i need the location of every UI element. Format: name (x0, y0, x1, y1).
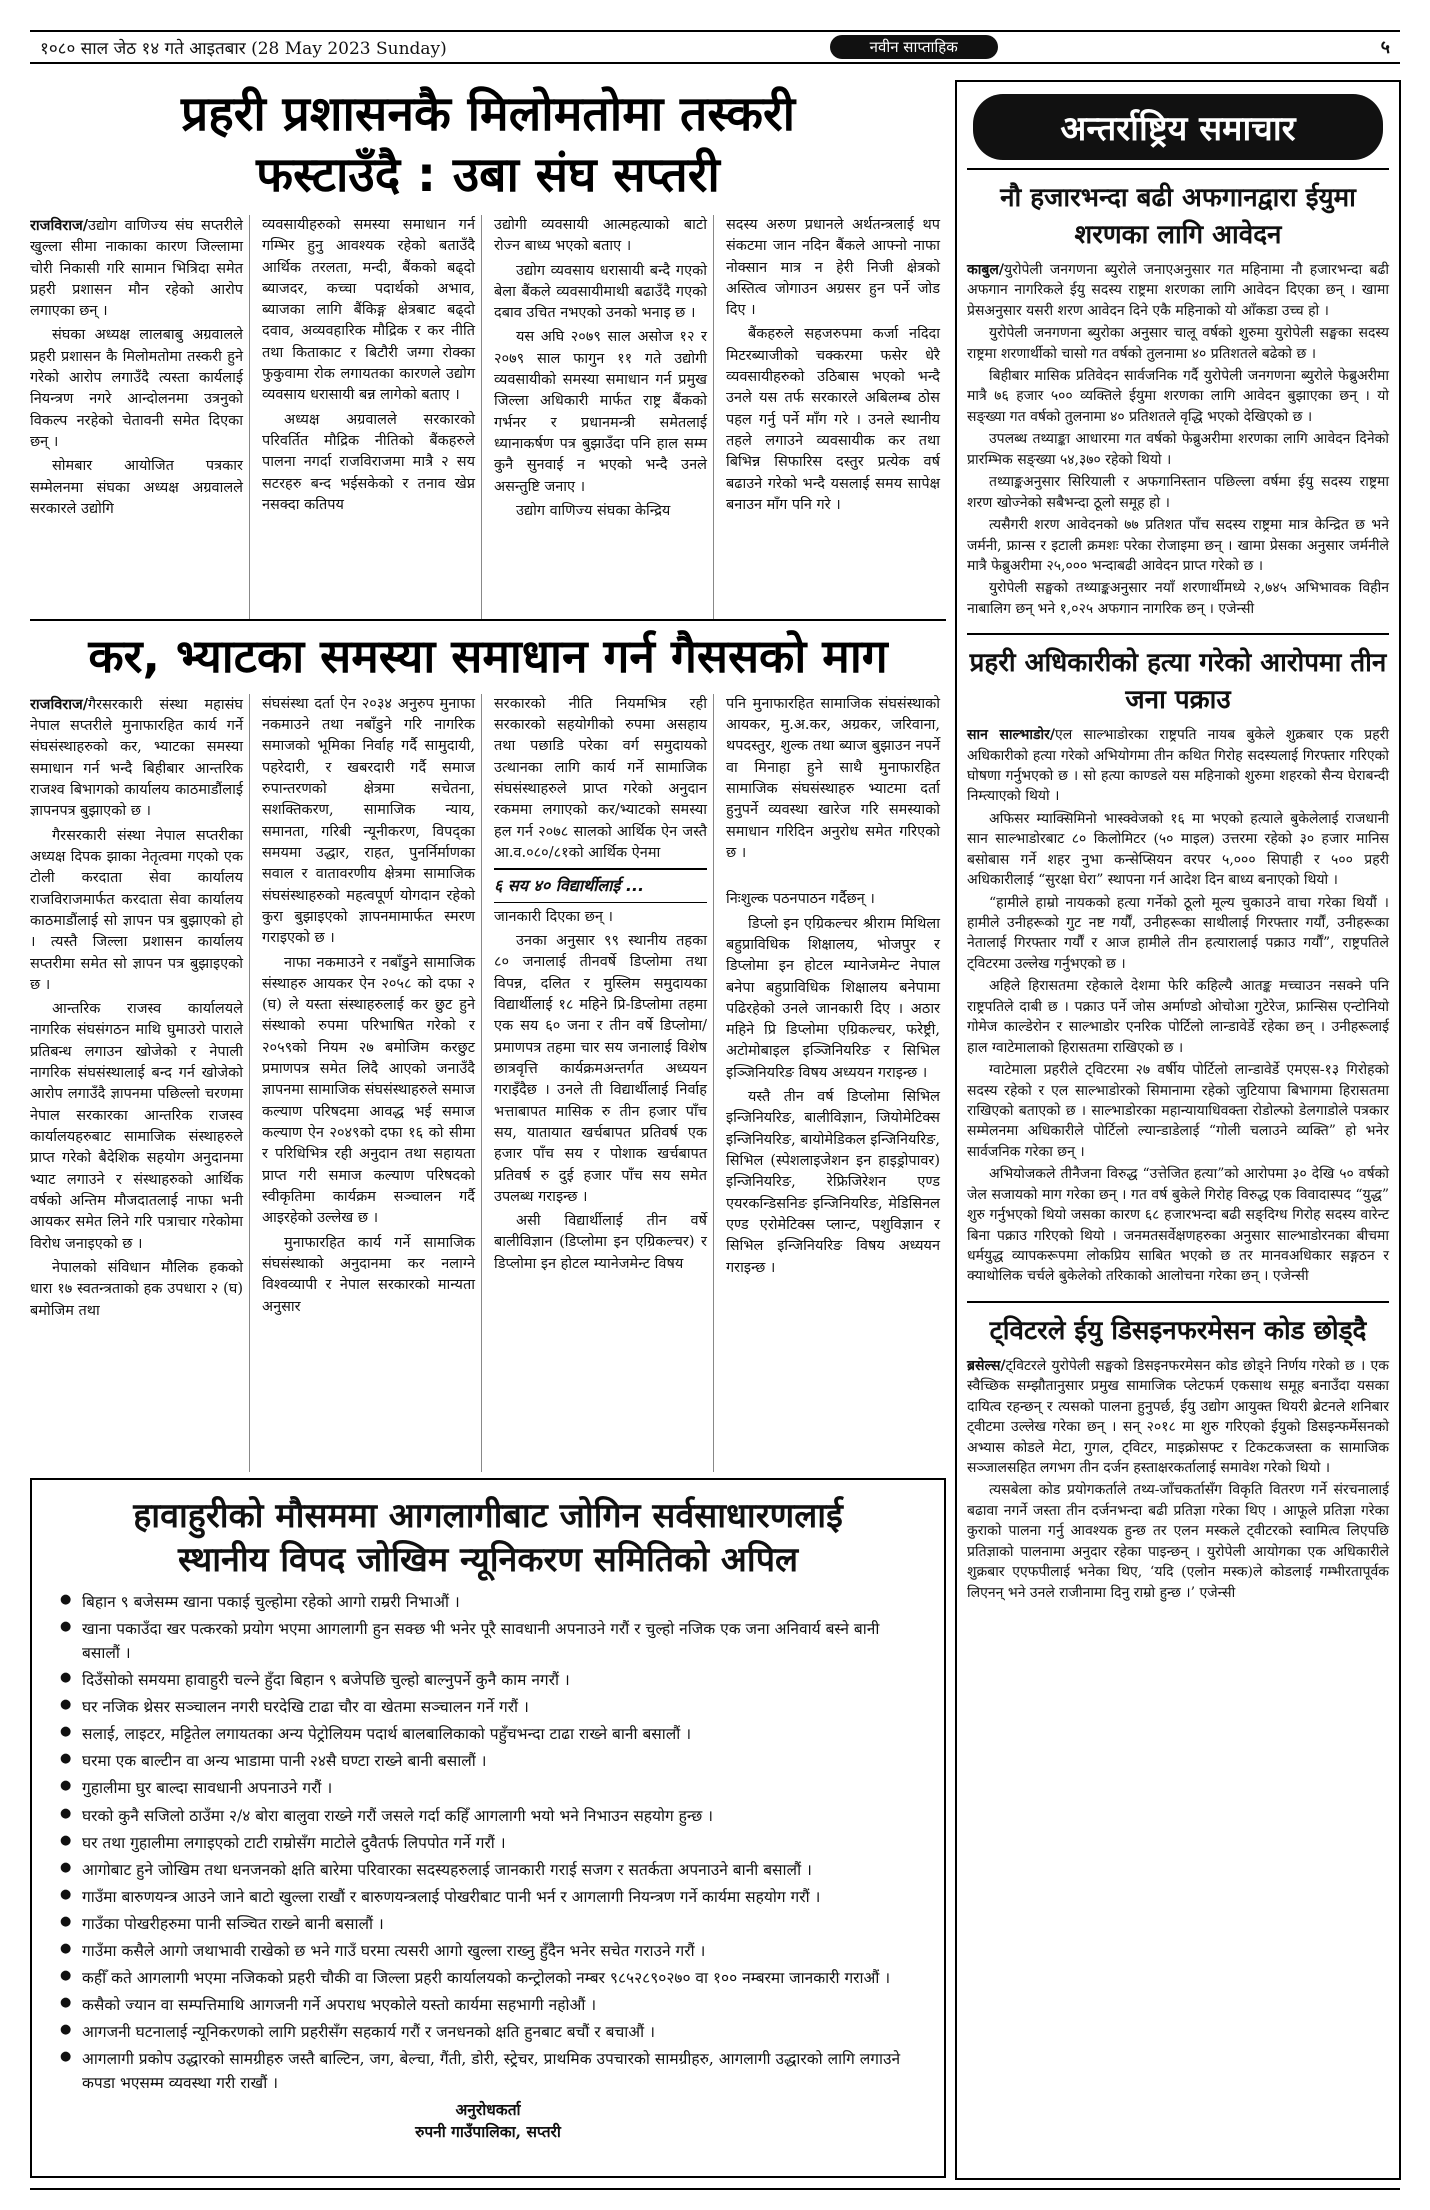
paragraph: अभियोजकले तीनैजना विरुद्ध “उत्तेजित हत्या”को आरोपमा ३० देखि ५० वर्षको जेल सजायको माग गरेका छन् । गत वर्ष बुकेले गिरोह विरुद्ध एक विवादास्पद “युद्ध” शुरु गर्नुभएको थियो जसका कारण ६८ हजारभन्दा बढी सङ्दिग्ध गिरोह सदस्य वारेन्ट बिना पक्राउ गरिएको थियो । जनमतसर्वेक्षणहरुका अनुसार साल्भाडोरनका बीचमा धर्मयुद्ध व्यापकरूपमा लोकप्रिय साबित भएको छ तर मानवअधिकार सङ्गठन र क्याथोलिक चर्चले बुकेलेको तरिकाको आलोचना गरेका छन् । एजेन्सी (967, 1166, 1389, 1285)
paragraph: अहिले हिरासतमा रहेकाले देशमा फेरि कहिल्यै आतङ्क मच्चाउन नसक्ने पनि राष्ट्रपतिले दाबी छ । पक्राउ पर्ने जोस अर्माण्डो ओचोआ गुटेरेज, फ्रान्सिस एन्टोनियो गोमेज काल्डेरोन र साल्भाडोर एनरिक पोर्टिलो लान्डावेर्डे रहेका छन् । उनीहरूलाई हाल ग्वाटेमालाको हिरासतमा राखिएको छ । (967, 978, 1389, 1056)
paragraph: संघसंस्था दर्ता ऐन २०३४ अनुरुप मुनाफा नकमाउने तथा नबाँडुने गरि नागरिक समाजको भूमिका निर्वाह गर्दै सामुदायी, पहरेदारी, र खबरदारी गर्दै समाज रुपान्तरणको क्षेत्रमा सचेतना, सशक्तिकरण, सामाजिक न्याय, समानता, गरिबी न्यूनीकरण, विपद्का समयमा उद्धार, राहत, पुनर्निर्माणका सवाल र वातावरणीय क्षेत्रमा सामाजिक संघसंस्थाहरुको महत्वपूर्ण योगदान रहेको कुरा बुझाइएको ज्ञापनमामार्फत स्मरण गराइएको छ । (262, 695, 475, 947)
story-headline: नौ हजारभन्दा बढी अफगानद्वारा ईयुमा शरणका लागि आवेदन (967, 168, 1389, 254)
headline-line: प्रहरी प्रशासनकै मिलोमतोमा तस्करी (180, 86, 796, 142)
dateline: सान साल्भाडोर/ (967, 727, 1055, 744)
story-body (967, 260, 1389, 619)
notice-item: ● घर नजिक थ्रेसर सञ्चालन नगरी घरदेखि टाढा चौर वा खेतमा सञ्चालन गर्ने गरौं । (58, 1695, 918, 1719)
notice-headline (58, 1494, 918, 1582)
story-1 (967, 168, 1389, 619)
paragraph: यस अघि २०७९ साल असोज १२ र २०७९ साल फागुन ११ गते उद्योगी व्यवसायीको समस्या समाधान गर्न प्रमुख जिल्ला अधिकारी मार्फत राष्ट्र बैंकको गर्भनर र प्रधानमन्त्री समेतलाई ध्यानाकर्षण पत्र बुझाउँदा पनि हाल सम्म कुनै सुनवाई न भएको भन्दै उनले असन्तुष्टि जनाए । (494, 329, 707, 495)
section-banner: अन्तर्राष्ट्रिय समाचार (973, 94, 1383, 160)
article1-col-2 (262, 215, 482, 619)
paragraph-text: उद्योग वाणिज्य संघ सप्तरीले खुल्ला सीमा नाकाका कारण जिल्लामा चोरी निकासी गरि सामान भित्रिदा समेत प्रहरी प्रशासन मौन रहेको आरोप लगाएका छन् । (30, 217, 243, 320)
notice-item: ● सलाई, लाइटर, मट्टितेल लगायतका अन्य पेट्रोलियम पदार्थ बालबालिकाको पहुँचभन्दा टाढा राख्ने बानी बसालौं । (58, 1722, 918, 1746)
paragraph: गैरसरकारी संस्था नेपाल सप्तरीका अध्यक्ष दिपक झाका नेतृत्वमा गएको एक टोली करदाता सेवा कार्यालय राजविराजमार्फत करदाता सेवा कार्यालय काठमाडौंलाई सो ज्ञापन पत्र बुझाएको हो । त्यस्तै जिल्ला प्रशासन कार्यालय सप्तरीमा समेत सो ज्ञापन पत्र बुझाइएको छ । (30, 827, 243, 993)
notice-item: ● आगोबाट हुने जोखिम तथा धनजनको क्षति बारेमा परिवारका सदस्यहरुलाई जानकारी गराई सजग र सतर्कता अपनाउने बानी बसालौं । (58, 1858, 918, 1882)
article2-headline: कर, भ्याटका समस्या समाधान गर्न गैससको माग (30, 619, 946, 686)
notice-item: ● बिहान ९ बजेसम्म खाना पकाई चुल्होमा रहेको आगो राम्ररी निभाऔं । (58, 1590, 918, 1614)
signature-name: रुपनी गाउँपालिका, सप्तरी (415, 2122, 561, 2142)
paragraph: मुनाफारहित कार्य गर्ने सामाजिक संघसंस्थाको अनुदानमा कर नलाग्ने विश्वव्यापी र नेपाल सरकारको मान्यता अनुसार (262, 1234, 475, 1315)
paragraph: नेपालको संविधान मौलिक हकको धारा १७ स्वतन्त्रताको हक उपधारा २ (घ) बमोजिम तथा (30, 1259, 243, 1319)
bottom-rule (30, 2188, 1400, 2190)
notice-item: ● गाउँमा कसैले आगो जथाभावी राखेको छ भने गाउँ घरमा त्यसरी आगो खुल्ला राख्नु हुँदैन भनेर सचेत गराउने गरौं । (58, 1939, 918, 1963)
notice-item: ● गाउँमा बारुणयन्त्र आउने जाने बाटो खुल्ला राखौं र बारुणयन्त्रलाई पोखरीबाट पानी भर्न र आगलागी नियन्त्रण गर्ने कार्यमा सहयोग गरौं । (58, 1885, 918, 1909)
notice-item: ● खाना पकाउँदा खर पत्करको प्रयोग भएमा आगलागी हुन सक्छ भी भनेर पूरै सावधानी अपनाउने गरौं र चुल्हो नजिक एक जना अनिवार्य बस्ने बानी बसालौं । (58, 1617, 918, 1665)
paragraph: नाफा नकमाउने र नबाँडुने सामाजिक संस्थाहरु आयकर ऐन २०५८ को दफा २ (घ) ले यस्ता संस्थाहरुलाई कर छुट हुने संस्थाको रुपमा परिभाषित गरेको र २०५९को नियम २७ बमोजिम करछुट प्रमाणपत्र समेत लिदै आएको जनाउँदै ज्ञापनमा सामाजिक संघसंस्थाहरुले समाज कल्याण परिषदमा आवद्ध भई समाज कल्याण ऐन २०४९को दफा १६ को सीमा र परिधिभित्र रही अनुदान तथा सहायता प्राप्त गरी समाज कल्याण परिषदको स्वीकृतिमा कार्यक्रम सञ्चालन गर्दै आइरहेको उल्लेख छ । (262, 954, 475, 1227)
dateline: ब्रसेल्स/ (967, 1357, 1006, 1374)
paragraph: तथ्याङ्कअनुसार सिरियाली र अफगानिस्तान पछिल्ला वर्षमा ईयु सदस्य राष्ट्रमा शरण खोज्नेको सबैभन्दा ठूलो समूह हो । (967, 474, 1389, 511)
paragraph (967, 260, 1389, 321)
jump-headline: ६ सय ४० विद्यार्थीलाई ... (494, 868, 707, 903)
paragraph: उनका अनुसार ९९ स्थानीय तहका ८० जनालाई तीनवर्षे डिप्लोमा तथा विपन्न, दलित र मुस्लिम समुदायका विद्यार्थीलाई १८ महिने प्रि-डिप्लोमा तहमा एक सय ६० जना र तीन वर्षे डिप्लोमा/प्रमाणपत्र तहमा चार सय जनालाई विशेष छात्रवृत्ति कार्यक्रमअन्तर्गत अध्ययन गराइँदैछ । उनले ती विद्यार्थीलाई निर्वाह भत्ताबापत मासिक रु तीन हजार पाँच सय, यातायात खर्चबापत प्रतिवर्ष एक हजार पाँच सय र पोशाक खर्चबापत प्रतिवर्ष रु दुई हजार पाँच सय समेत उपलब्ध गराइन्छ । (494, 933, 707, 1205)
story-3 (967, 1301, 1389, 1603)
story-headline: ट्विटरले ईयु डिसइनफरमेसन कोड छोड्दै (967, 1301, 1389, 1350)
page-number: ५ (1380, 37, 1390, 58)
notice-item: ● घरको कुनै सजिलो ठाउँमा २/४ बोरा बालुवा राख्ने गरौं जसले गर्दा कहिँ आगलागी भयो भने निभाउन सहयोग हुन्छ । (58, 1804, 918, 1828)
paragraph: आन्तरिक राजस्व कार्यालयले नागरिक संघसंगठन माथि घुमाउरो पाराले प्रतिबन्ध लगाउन खोजेको र नेपाली नागरिक संघसंस्थालाई बन्द गर्न खोजेको आरोप लगाउँदै ज्ञापनमा पछिल्लो चरणमा नेपाल सरकारका आन्तरिक राजस्व कार्यालयहरुबाट सामाजिक संस्थाहरुले प्राप्त गरेको बैदेशिक सहयोग अनुदानमा भ्याट लगाउने र संस्थाहरुको आर्थिक वर्षको अन्तिम मौजदातलाई नाफा भनी आयकर समेत लिने गरि पत्राचार गरेकोमा विरोध जनाइएको छ । (30, 1001, 243, 1252)
paragraph: संघका अध्यक्ष लालबाबु अग्रवालले प्रहरी प्रशासन कै मिलोमतोमा तस्करी हुने गरेको आरोप लगाउँदै त्यस्ता कार्यलाई नियन्त्रण नगरे आन्दोलनमा उत्रनुको विकल्प नरहेको चेतावनी समेत दिएका छन् । (30, 327, 243, 450)
paragraph: सरकारको नीति नियमभित्र रही सरकारको सहयोगीको रुपमा असहाय तथा पछाडि परेका वर्ग समुदायको उत्थानका लागि कार्य गर्ने सामाजिक संघसंस्थाहरुले प्राप्त गरेको अनुदान रकममा लगाएको कर/भ्याटको समस्या हल गर्न २०७८ सालको आर्थिक ऐन जस्तै आ.व.०८०/८१को आर्थिक ऐनमा (494, 695, 707, 861)
paragraph: उपलब्ध तथ्याङ्का आधारमा गत वर्षको फेब्रुअरीमा शरणका लागि आवेदन दिनेको प्रारम्भिक सङ्ख्या ५४,३७० रहेको थियो । (967, 431, 1389, 468)
international-news-column (955, 80, 1401, 2180)
paragraph: “हामीले हाम्रो नायकको हत्या गर्नेको ठूलो मूल्य चुकाउने वाचा गरेका थियौं । हामीले उनीहरूको गुट नष्ट गर्यौं, उनीहरूका साथीलाई गिरफ्तार गर्यौं, उनीहरूका नेतालाई गिरफ्तार गर्यौं र आज हामीले तीन हत्यारालाई पक्राउ गर्यौं”, राष्ट्रपतिले ट्विटरमा उल्लेख गर्नुभएको छ । (967, 894, 1389, 972)
notice-item: ● घर तथा गुहालीमा लगाइएको टाटी राम्रोसँग माटोले दुवैतर्फ लिपपोत गर्ने गरौं । (58, 1831, 918, 1855)
paragraph: बैंकहरुले सहजरुपमा कर्जा नदिदा मिटरब्याजीको चक्करमा फसेर धेरै व्यवसायीहरुको उठिबास भएको भन्दै उनले यस तर्फ सरकारले अबिलम्ब ठोस पहल गर्नु पर्ने माँग गरे । उनले स्थानीय तहले लगाउने व्यवसायीक कर तथा बिभिन्न सिफारिस दस्तुर प्रत्येक वर्ष बढाउने गरेको भन्दै यसलाई समय सापेक्ष बनाउन माँग पनि गरे । (726, 326, 940, 513)
paragraph: अफिसर म्याक्सिमिनो भास्क्वेजको १६ मा भएको हत्याले बुकेलेलाई राजधानी सान साल्भाडोरबाट ८० किलोमिटर (५० माइल) उत्तरमा रहेको ३० हजार मानिस बसोबास गर्ने शहर नुभा कन्सेप्सियन वरपर ५,००० सिपाही र ५०० प्रहरी अधिकारीलाई “सुरक्षा घेरा” स्थापना गर्न आदेश दिन बाध्य बनाएको थियो । (967, 810, 1389, 889)
paragraph: युरोपेली जनगणना ब्युरोका अनुसार चालू वर्षको शुरुमा युरोपेली सङ्घका सदस्य राष्ट्रमा शरणार्थीको चासो गत वर्षको तुलनामा ४० प्रतिशतले बढेको छ । (967, 325, 1389, 362)
headline-line: स्थानीय विपद जोखिम न्यूनिकरण समितिको अपिल (177, 1540, 799, 1581)
public-notice (30, 1478, 946, 2178)
paper-name: नवीन साप्ताहिक (830, 35, 998, 59)
paragraph (30, 215, 243, 323)
article1-body (30, 215, 946, 619)
notice-item: ● आगलागी प्रकोप उद्धारको सामग्रीहरु जस्तै बाल्टिन, जग, बेल्चा, गैंती, डोरी, स्ट्रेचर, प्राथमिक उपचारको सामग्रीहरु, आगलागी उद्धारको लागि लगाउने कपडा भएसम्म व्यवस्था गरी राखौं । (58, 2047, 918, 2095)
signature-label: अनुरोधकर्ता (455, 2099, 521, 2119)
paragraph-text: गैरसरकारी संस्था महासंघ नेपाल सप्तरीले मुनाफारहित कार्य गर्ने संघसंस्थाहरुको कर, भ्याटका समस्या समाधान गर्न भन्दै बिहीबार आन्तरिक राजश्व बिभागको कार्यालय काठमाडौंलाई ज्ञापनपत्र बुझाएको छ । (30, 696, 243, 820)
paragraph-text: ट्विटरले युरोपेली सङ्घको डिसइनफरमेसन कोड छोड्ने निर्णय गरेको छ । एक स्वैच्छिक सम्झौतानुसार प्रमुख सामाजिक प्लेटफर्म एकसाथ समूह बनाउँदा यसका दायित्व रहन्छन् र त्यसको पालना हुनुपर्छ, ईयु उद्योग आयुक्त थियरी ब्रेटनले शनिबार ट्वीटमा उल्लेख गरेका छन् । सन् २०१८ मा शुरु गरिएको ईयुको डिसइन्फर्मेसनको अभ्यास कोडले मेटा, गुगल, ट्विटर, माइक्रोसफ्ट र टिकटकजस्ता क सामाजिक सञ्जालसहित लगभग तीन दर्जन हस्ताक्षरकर्तालाई समावेश गरेको थियो । (967, 1357, 1389, 1476)
page-header (30, 30, 1400, 64)
paragraph: उद्योगी व्यवसायी आत्महत्याको बाटो रोज्न बाध्य भएको बताए । (494, 216, 707, 255)
paragraph: युरोपेली सङ्घको तथ्याङ्कअनुसार नयाँ शरणार्थीमध्ये २,७४५ अभिभावक विहीन नाबालिग छन् भने १,०२५ अफगान नागरिक छन् । एजेन्सी (967, 580, 1389, 617)
notice-item: ● आगजनी घटनालाई न्यूनिकरणको लागि प्रहरीसँग सहकार्य गरौं र जनधनको क्षति हुनबाट बचौं र बचाऔं । (58, 2020, 918, 2044)
paragraph: असी विद्यार्थीलाई तीन वर्षे बालीविज्ञान (डिप्लोमा इन एग्रिकल्चर) र डिप्लोमा इन होटल म्यानेजमेन्ट विषय (494, 1213, 707, 1272)
paragraph: ग्वाटेमाला प्रहरीले ट्विटरमा २७ वर्षीय पोर्टिलो लान्डावेर्डे एमएस-१३ गिरोहको सदस्य रहेको र एल साल्भाडोरको सिमानामा रहेको जुटियापा बिभागमा हिरासतमा राखिएको बताएको छ । साल्भाडोरका महान्यायाधिवक्ता रोडोल्फो डेलगाडोले पत्रकार सम्मेलनमा अधिकारीले पोर्टिलो ल्यान्डाडेलाई “गोली चलाउने व्यक्ति” हो भनेर सार्वजनिक गरेका छन् । (967, 1062, 1389, 1160)
notice-item: ● कसैको ज्यान वा सम्पत्तिमाथि आगजनी गर्ने अपराध भएकोले यस्तो कार्यमा सहभागी नहोऔं । (58, 1993, 918, 2017)
paragraph: डिप्लो इन एग्रिकल्चर श्रीराम मिथिला बहुप्राविधिक शिक्षालय, भोजपुर र डिप्लोमा इन होटल म्यानेजमेन्ट नेपाल बनेपा बहुप्राविधिक शिक्षालय बनेपामा पढिरहेको उनले जानकारी दिए । अठार महिने प्रि डिप्लोमा एग्रिकल्चर, फरेष्ट्री, अटोमोबाइल इञ्जिनियरिङ र सिभिल इञ्जिनियरिङ विषय अध्ययन गराइन्छ । (726, 915, 940, 1081)
notice-item: ● दिउँसोको समयमा हावाहुरी चल्ने हुँदा बिहान ९ बजेपछि चुल्हो बाल्नुपर्ने कुनै काम नगरौं । (58, 1668, 918, 1692)
paragraph: त्यसबेला कोड प्रयोगकर्ताले तथ्य-जाँचकर्तासँग विकृति वितरण गर्ने संरचनालाई बढावा नगर्ने जस्ता तीन दर्जनभन्दा बढी प्रतिज्ञा गरेका थिए । आफूले प्रतिज्ञा गरेका कुराको पालना गर्नु आवश्यक हुन्छ तर एलन मस्कले ट्वीटरको स्वामित्व लिएपछि प्रतिज्ञाको पालनामा अनुदार रहेका पाइन्छन् । युरोपेली आयोगका एक अधिकारीले शुक्रबार एएफपीलाई भनेका थिए, ‘यदि (एलोन मस्क)ले कोडलाई गम्भीरतापूर्वक लिएनन् भने उनले राजीनामा दिनु राम्रो हुन्छ ।’ एजेन्सी (967, 1482, 1389, 1601)
notice-item: ● गुहालीमा घुर बाल्दा सावधानी अपनाउने गरौं । (58, 1776, 918, 1800)
notice-item: ● घरमा एक बाल्टीन वा अन्य भाडामा पानी २४सै घण्टा राख्ने बानी बसालौं । (58, 1749, 918, 1773)
paragraph: उद्योग वाणिज्य संघका केन्द्रिय (516, 502, 671, 519)
main-column (30, 74, 946, 1472)
headline-line: फस्टाउँदै : उबा संघ सप्तरी (256, 147, 720, 204)
paragraph: पनि मुनाफारहित सामाजिक संघसंस्थाको आयकर, मु.अ.कर, अग्रकर, जरिवाना, थपदस्तुर, शुल्क तथा ब्याज बुझाउन नपर्ने वा मिनाहा हुने साथै मुनाफारहित सामाजिक संघसंस्थाहरु भ्याटमा दर्ता हुनुपर्ने व्यवस्था खारेज गरि समस्याको समाधान गरिदिन अनुरोध समेत गरिएको छ । (726, 695, 940, 861)
story-headline: प्रहरी अधिकारीको हत्या गरेको आरोपमा तीन जना पक्राउ (967, 633, 1389, 719)
paragraph (967, 1356, 1389, 1479)
paragraph-text: एल साल्भाडोरका राष्ट्रपति नायब बुकेले शुक्रबार एक प्रहरी अधिकारीको हत्या गरेको अभियोगमा तीन कथित गिरोह सदस्यलाई गिरफ्तार गरिएको घोषणा गर्नुभएको छ । सो हत्या काण्डले यस महिनाको शुरुमा शहरको सैन्य घेराबन्दी निम्त्याएको थियो । (967, 727, 1389, 805)
paragraph: त्यसैगरी शरण आवेदनको ७७ प्रतिशत पाँच सदस्य राष्ट्रमा मात्र केन्द्रित छ भने जर्मनी, फ्रान्स र इटाली क्रमशः परेका रोजाइमा छन् । खामा प्रेसका अनुसार जर्मनीले मात्रै फेब्रुअरीमा २५,००० भन्दाबढी आवेदन प्राप्त गरेको छ । (967, 517, 1389, 574)
article2-col-3 (494, 694, 714, 1472)
dateline: काबुल/ (967, 261, 1004, 278)
notice-item: ● गाउँका पोखरीहरुमा पानी सञ्चित राख्ने बानी बसालौं । (58, 1912, 918, 1936)
article2-col-1 (30, 694, 250, 1472)
paragraph: व्यवसायीहरुको समस्या समाधान गर्न गम्भिर हुनु आवश्यक रहेको बताउँदै आर्थिक तरलता, मन्दी, बैंकको बढ्दो ब्याजदर, कच्चा पदार्थको अभाव, ब्याजका लागि बैंकिङ्ग क्षेत्रबाट बढ्दो दवाव, अव्यवहारिक मौद्रिक र कर नीति तथा किताकाट र बिटौरी जग्गा रोक्का फुकुवामा रोक लगायतका कारणले उद्योग व्यवसाय धरासायी बन्न लागेको बताए । (262, 216, 475, 404)
article1-col-1 (30, 215, 250, 619)
story-body (967, 1356, 1389, 1603)
issue-date: १०८० साल जेठ १४ गते आइतबार (28 May 2023 Sunday) (40, 38, 447, 59)
article1-headline (30, 84, 946, 207)
paragraph: अध्यक्ष अग्रवालले सरकारको परिवर्तित मौद्रिक नीतिको बैंकहरुले पालना नगर्दा राजविराजमा मात्रै २ सय सटरहरु बन्द भईसकेको र तनाव खेप्न नसक्दा कतिपय (262, 411, 475, 513)
article2-body (30, 694, 946, 1472)
paragraph: यस्तै तीन वर्ष डिप्लोमा सिभिल इन्जिनियरिङ, बालीविज्ञान, जियोमेटिक्स इन्जिनियरिङ, बायोमेडिकल इन्जिनियरिङ, सिभिल (स्पेशलाइजेशन इन हाइड्रोपावर) इन्जिनियरिङ, रेफ्रिजिरेशन एण्ड एयरकन्डिसनिङ इन्जिनियरिङ, मेडिसिनल एण्ड एरोमेटिक्स प्लान्ट, पशुविज्ञान र सिभिल इन्जिनियरिङ विषय अध्ययन गराइन्छ । (726, 1089, 940, 1276)
dateline: राजविराज/ (30, 695, 89, 713)
article2-col-2 (262, 694, 482, 1472)
paragraph: निःशुल्क पठनपाठन गर्दैछन् । (726, 891, 875, 908)
paragraph: सोमबार आयोजित पत्रकार सम्मेलनमा संघका अध्यक्ष अग्रवालले सरकारले उद्योगि (30, 458, 243, 517)
story-body (967, 725, 1389, 1287)
article2-col-4 (726, 694, 946, 1472)
headline-line: हावाहुरीको मौसममा आगलागीबाट जोगिन सर्वसाधारणलाई (133, 1496, 843, 1536)
dateline: राजविराज/ (30, 216, 89, 234)
paragraph-text: युरोपेली जनगणना ब्युरोले जनाएअनुसार गत महिनामा नौ हजारभन्दा बढी अफगान नागरिकले ईयु सदस्य राष्ट्रमा शरणका लागि आवेदन दिएका छन् । खामा प्रेसअनुसार यसरी शरण आवेदन दिने एकै महिनाको यो आँकडा उच्च हो । (967, 261, 1389, 319)
story-2 (967, 633, 1389, 1287)
article1-col-4 (726, 215, 946, 619)
article1-col-3 (494, 215, 714, 619)
notice-signature (58, 2099, 918, 2144)
notice-list (58, 1590, 918, 2094)
paragraph (30, 694, 243, 823)
paragraph (967, 725, 1389, 807)
notice-item: ● कहीँ कते आगलागी भएमा नजिकको प्रहरी चौकी वा जिल्ला प्रहरी कार्यालयको कन्ट्रोलको नम्बर ९८५२८९०२७० वा १०० नम्बरमा जानकारी गराऔं । (58, 1966, 918, 1990)
paragraph: सदस्य अरुण प्रधानले अर्थतन्त्रलाई थप संकटमा जान नदिन बैंकले आफ्नो नाफा नोक्सान मात्र न हेरी निजी क्षेत्रको अस्तित्व जोगाउन अग्रसर हुन पर्ने जोड दिए । (726, 216, 940, 319)
paragraph: जानकारी दिएका छन् । (494, 908, 614, 925)
paragraph: उद्योग व्यवसाय धरासायी बन्दै गएको बेला बैंकले व्यवसायीमाथी बढाउँदै गएको दबाव उचित नभएको उनको भनाइ छ । (494, 262, 707, 322)
paragraph: बिहीबार मासिक प्रतिवेदन सार्वजनिक गर्दै युरोपेली जनगणना ब्युरोले फेब्रुअरीमा मात्रै ७६ हजार ५०० व्यक्तिले ईयुमा शरणका लागि आवेदन बुझाएका छन् । यो सङ्ख्या गत वर्षको तुलनामा ४० प्रतिशतले वृद्धि भएको देखिएको छ । (967, 368, 1389, 425)
